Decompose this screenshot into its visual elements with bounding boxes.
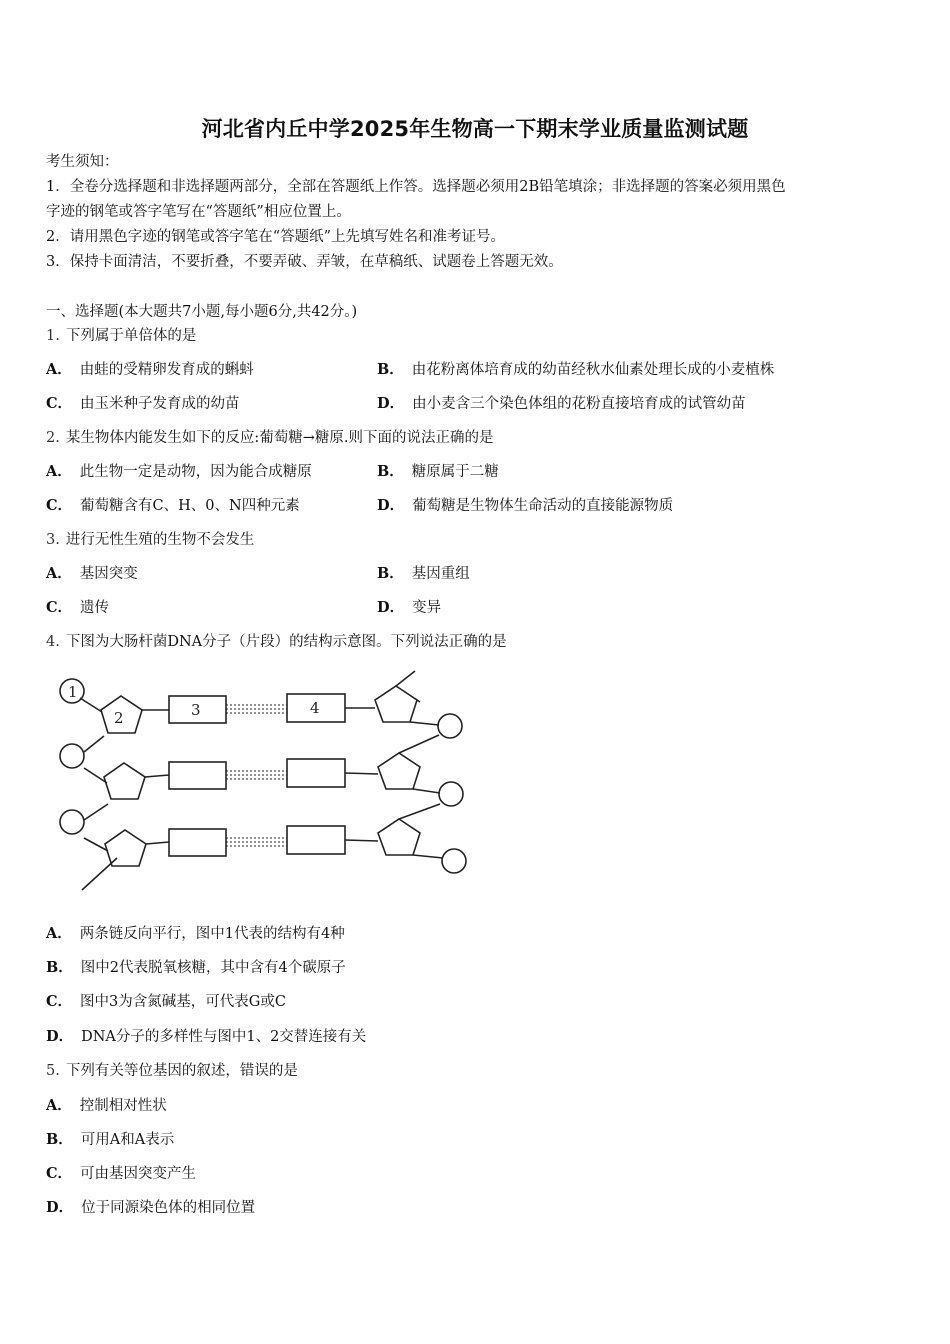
option-label: A． <box>46 925 72 942</box>
base-pairs <box>169 694 345 856</box>
label-1: 1 <box>68 683 78 701</box>
question-number: 5. <box>46 1063 60 1079</box>
option-label: C． <box>46 395 73 412</box>
page-title: 河北省内丘中学2025年生物高一下期末学业质量监测试题 <box>201 117 749 141</box>
q1-option-b[interactable] <box>377 360 774 380</box>
dna-structure-diagram <box>52 668 472 896</box>
q4-option-b[interactable] <box>46 958 346 978</box>
option-text: 位于同源染色体的相同位置 <box>81 1200 256 1216</box>
question-4-stem <box>46 632 507 652</box>
option-label: B． <box>377 565 404 582</box>
option-text: 基因重组 <box>411 566 470 582</box>
notice-item-2: 2．请用黑色字迹的钢笔或答字笔在“答题纸”上先填写姓名和准考证号。 <box>46 229 506 245</box>
option-label: D． <box>46 1199 74 1216</box>
right-strand <box>345 671 466 873</box>
q1-option-a[interactable] <box>46 360 254 380</box>
option-text: 图中2代表脱氧核糖，其中含有4个碳原子 <box>80 960 346 976</box>
option-text: 遗传 <box>80 600 110 616</box>
option-text: 由小麦含三个染色体组的花粉直接培育成的试管幼苗 <box>412 396 746 412</box>
option-label: A． <box>46 361 72 378</box>
option-label: C． <box>46 599 73 616</box>
option-text: 可用A和A表示 <box>80 1132 175 1148</box>
q3-option-c[interactable] <box>46 598 109 618</box>
question-number: 1. <box>46 328 60 344</box>
option-label: A． <box>46 1097 72 1114</box>
deoxyribose-pentagon <box>375 686 417 722</box>
question-text: 下列有关等位基因的叙述，错误的是 <box>65 1063 298 1079</box>
option-label: A． <box>46 565 72 582</box>
option-label: D． <box>377 395 405 412</box>
question-text: 下图为大肠杆菌DNA分子（片段）的结构示意图。下列说法正确的是 <box>65 634 507 650</box>
phosphate-circle <box>439 782 463 806</box>
q1-option-d[interactable] <box>377 394 746 414</box>
option-label: B． <box>46 1131 73 1148</box>
question-number: 4. <box>46 634 60 650</box>
notice-item-1: 1．全卷分选择题和非选择题两部分，全部在答题纸上作答。选择题必须用2B铅笔填涂；非选择题的答案必须用黑色 <box>46 179 786 195</box>
label-3: 3 <box>191 701 201 719</box>
question-2-stem <box>46 428 494 448</box>
q5-option-a[interactable] <box>46 1096 167 1116</box>
option-label: B． <box>46 959 73 976</box>
option-label: C． <box>46 497 73 514</box>
q4-option-c[interactable] <box>46 992 286 1012</box>
q1-option-c[interactable] <box>46 394 240 414</box>
notice-item-3: 3．保持卡面清洁，不要折叠，不要弄破、弄皱，在草稿纸、试题卷上答题无效。 <box>46 254 563 270</box>
deoxyribose-pentagon <box>104 763 145 799</box>
question-number: 3. <box>46 532 60 548</box>
q2-option-d[interactable] <box>377 496 673 516</box>
option-label: B． <box>377 463 404 480</box>
option-text: 基因突变 <box>79 566 138 582</box>
q3-option-a[interactable] <box>46 564 138 584</box>
option-label: C． <box>46 1165 73 1182</box>
option-label: D． <box>377 599 405 616</box>
section-heading: 一、选择题(本大题共7小题,每小题6分,共42分。) <box>46 304 358 320</box>
q3-option-b[interactable] <box>377 564 470 584</box>
question-5-stem <box>46 1061 298 1081</box>
notice-item-1-cont: 字迹的钢笔或答字笔写在“答题纸”相应位置上。 <box>46 204 351 220</box>
option-text: 两条链反向平行，图中1代表的结构有4种 <box>79 926 345 942</box>
phosphate-circle <box>60 744 84 768</box>
question-3-stem <box>46 530 254 550</box>
option-text: 由蛙的受精卵发育成的蝌蚪 <box>79 362 254 378</box>
q3-option-d[interactable] <box>377 598 441 618</box>
deoxyribose-pentagon <box>378 753 420 789</box>
label-2: 2 <box>114 709 124 727</box>
base-rect <box>287 826 345 854</box>
option-label: A． <box>46 463 72 480</box>
left-strand <box>60 679 169 890</box>
label-4: 4 <box>310 699 320 717</box>
q5-option-d[interactable] <box>46 1198 255 1218</box>
phosphate-circle <box>442 849 466 873</box>
q5-option-b[interactable] <box>46 1130 174 1150</box>
question-text: 某生物体内能发生如下的反应:葡萄糖→糖原.则下面的说法正确的是 <box>65 430 494 446</box>
q2-option-a[interactable] <box>46 462 312 482</box>
option-text: DNA分子的多样性与图中1、2交替连接有关 <box>81 1029 367 1045</box>
q4-option-d[interactable] <box>46 1027 366 1047</box>
option-text: 糖原属于二糖 <box>411 464 499 480</box>
question-text: 进行无性生殖的生物不会发生 <box>65 532 255 548</box>
option-label: D． <box>46 1028 74 1045</box>
question-number: 2. <box>46 430 60 446</box>
base-rect <box>169 829 226 856</box>
notice-heading: 考生须知： <box>46 154 119 170</box>
phosphate-circle <box>438 714 462 738</box>
option-text: 葡萄糖含有C、H、0、N四种元素 <box>80 498 300 514</box>
deoxyribose-pentagon <box>378 819 420 855</box>
q4-option-a[interactable] <box>46 924 345 944</box>
q5-option-c[interactable] <box>46 1164 196 1184</box>
option-text: 葡萄糖是生物体生命活动的直接能源物质 <box>412 498 674 514</box>
base-rect <box>169 762 226 789</box>
question-1-stem <box>46 326 196 346</box>
option-text: 由花粉离体培育成的幼苗经秋水仙素处理长成的小麦植株 <box>411 362 775 378</box>
option-text: 可由基因突变产生 <box>80 1166 197 1182</box>
question-text: 下列属于单倍体的是 <box>65 328 197 344</box>
q2-option-c[interactable] <box>46 496 300 516</box>
option-label: D． <box>377 497 405 514</box>
deoxyribose-pentagon <box>105 830 146 866</box>
phosphate-circle <box>60 810 84 834</box>
base-rect <box>287 759 345 787</box>
option-text: 此生物一定是动物，因为能合成糖原 <box>79 464 312 480</box>
q2-option-b[interactable] <box>377 462 499 482</box>
option-text: 由玉米种子发育成的幼苗 <box>80 396 240 412</box>
option-text: 变异 <box>412 600 442 616</box>
option-label: C． <box>46 993 73 1010</box>
option-text: 控制相对性状 <box>79 1098 167 1114</box>
option-text: 图中3为含氮碱基，可代表G或C <box>80 994 286 1010</box>
option-label: B． <box>377 361 404 378</box>
